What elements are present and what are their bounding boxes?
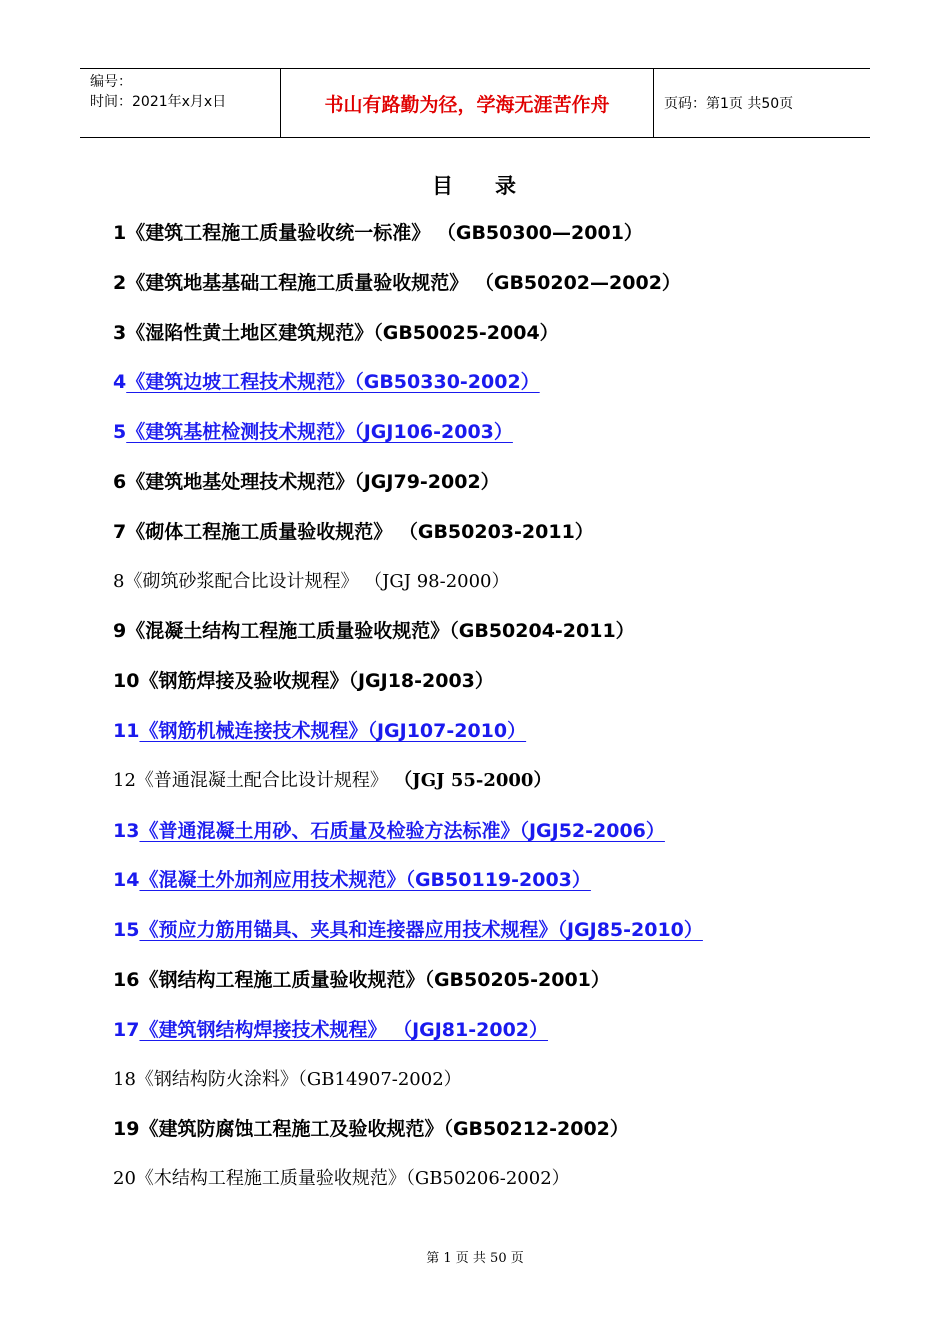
toc-entry-text: 《建筑地基处理技术规范》（JGJ79-2002） xyxy=(126,470,500,493)
toc-entry-number: 20 xyxy=(113,1168,136,1190)
toc-entry-text: 《建筑工程施工质量验收统一标准》 （GB50300—2001） xyxy=(126,222,643,244)
toc-entry xyxy=(113,666,703,716)
header-left-cell xyxy=(80,69,281,137)
toc-entry-text: 《湿陷性黄土地区建筑规范》（GB50025-2004） xyxy=(126,321,559,344)
toc-entry-link[interactable]: 《普通混凝土用砂、石质量及检验方法标准》（JGJ52-2006） xyxy=(139,819,665,842)
toc-entry xyxy=(113,766,703,816)
toc-entry-number: 3 xyxy=(113,321,127,344)
toc-entry xyxy=(113,268,703,318)
number-label: 编号： xyxy=(90,74,132,90)
toc-entry xyxy=(113,517,703,567)
toc-entry xyxy=(113,965,703,1015)
toc-entry-text: 《混凝土结构工程施工质量验收规范》（GB50204-2011） xyxy=(126,620,635,643)
toc-entry-number: 5 xyxy=(113,421,127,444)
toc-entry-number: 8 xyxy=(113,570,125,592)
toc-title xyxy=(0,170,950,200)
toc-entry xyxy=(113,318,703,368)
toc-list xyxy=(113,218,703,1214)
toc-entry-number: 6 xyxy=(113,470,127,493)
toc-entry-number: 19 xyxy=(113,1118,140,1141)
toc-entry-link[interactable]: 《建筑钢结构焊接技术规程》 （JGJ81-2002） xyxy=(139,1018,549,1041)
toc-entry-number: 11 xyxy=(113,719,140,742)
toc-entry-link[interactable]: 《混凝土外加剂应用技术规范》（GB50119-2003） xyxy=(139,869,591,892)
header-motto: 书山有路勤为径，学海无涯苦作舟 xyxy=(281,69,654,137)
toc-entry-text: 《钢结构工程施工质量验收规范》（GB50205-2001） xyxy=(139,968,610,991)
header-table xyxy=(80,68,870,138)
header-page-label: 页码：第1页 共50页 xyxy=(664,96,794,112)
toc-title-char-2: 录 xyxy=(495,174,518,198)
toc-entry[interactable] xyxy=(113,865,703,915)
toc-entry[interactable] xyxy=(113,1015,703,1065)
toc-entry[interactable] xyxy=(113,915,703,965)
toc-entry-link[interactable]: 《预应力筋用锚具、夹具和连接器应用技术规程》（JGJ85-2010） xyxy=(139,919,703,942)
toc-entry xyxy=(113,616,703,666)
toc-entry-number: 9 xyxy=(113,620,127,643)
toc-entry-text: 《建筑地基基础工程施工质量验收规范》 （GB50202—2002） xyxy=(126,271,681,294)
toc-entry-number: 14 xyxy=(113,869,140,892)
toc-entry xyxy=(113,1065,703,1115)
toc-entry-text: 《普通混凝土配合比设计规程》 xyxy=(135,769,388,791)
toc-entry-number: 4 xyxy=(113,371,127,394)
toc-entry-code: （JGJ 55-2000） xyxy=(387,769,552,791)
toc-entry-number: 17 xyxy=(113,1018,140,1041)
toc-entry-number: 18 xyxy=(113,1068,136,1090)
toc-entry-text: 《砌筑砂浆配合比设计规程》 （JGJ 98-2000） xyxy=(124,570,510,592)
toc-entry-number: 2 xyxy=(113,271,127,294)
toc-entry-number: 12 xyxy=(113,769,136,791)
date-label: 时间：2021年x月x日 xyxy=(90,94,227,110)
toc-entry-link[interactable]: 《建筑边坡工程技术规范》（GB50330-2002） xyxy=(126,371,540,394)
toc-entry[interactable] xyxy=(113,417,703,467)
toc-entry-link[interactable]: 《钢筋机械连接技术规程》（JGJ107-2010） xyxy=(139,719,527,742)
toc-entry xyxy=(113,567,703,617)
toc-entry-number: 7 xyxy=(113,520,127,543)
toc-entry[interactable] xyxy=(113,816,703,866)
toc-entry-number: 13 xyxy=(113,819,140,842)
toc-entry-link[interactable]: 《建筑基桩检测技术规范》（JGJ106-2003） xyxy=(126,421,513,444)
toc-entry xyxy=(113,1164,703,1214)
toc-entry-number: 10 xyxy=(113,670,140,693)
toc-entry-text: 《砌体工程施工质量验收规范》 （GB50203-2011） xyxy=(126,520,594,543)
toc-entry-number: 15 xyxy=(113,919,140,942)
toc-entry-number: 16 xyxy=(113,968,140,991)
toc-entry-text: 《钢筋焊接及验收规程》（JGJ18-2003） xyxy=(139,670,494,693)
toc-entry[interactable] xyxy=(113,367,703,417)
page-footer: 第 1 页 共 50 页 xyxy=(426,1251,524,1266)
toc-entry[interactable] xyxy=(113,716,703,766)
toc-title-char-1: 目 xyxy=(432,174,455,198)
toc-entry-text: 《木结构工程施工质量验收规范》（GB50206-2002） xyxy=(135,1168,570,1190)
toc-entry-number: 1 xyxy=(113,222,127,244)
toc-entry xyxy=(113,218,703,268)
toc-entry xyxy=(113,467,703,517)
toc-entry-text: 《建筑防腐蚀工程施工及验收规范》（GB50212-2002） xyxy=(139,1118,629,1141)
toc-entry-text: 《钢结构防火涂料》（GB14907-2002） xyxy=(135,1068,462,1090)
toc-entry xyxy=(113,1114,703,1164)
